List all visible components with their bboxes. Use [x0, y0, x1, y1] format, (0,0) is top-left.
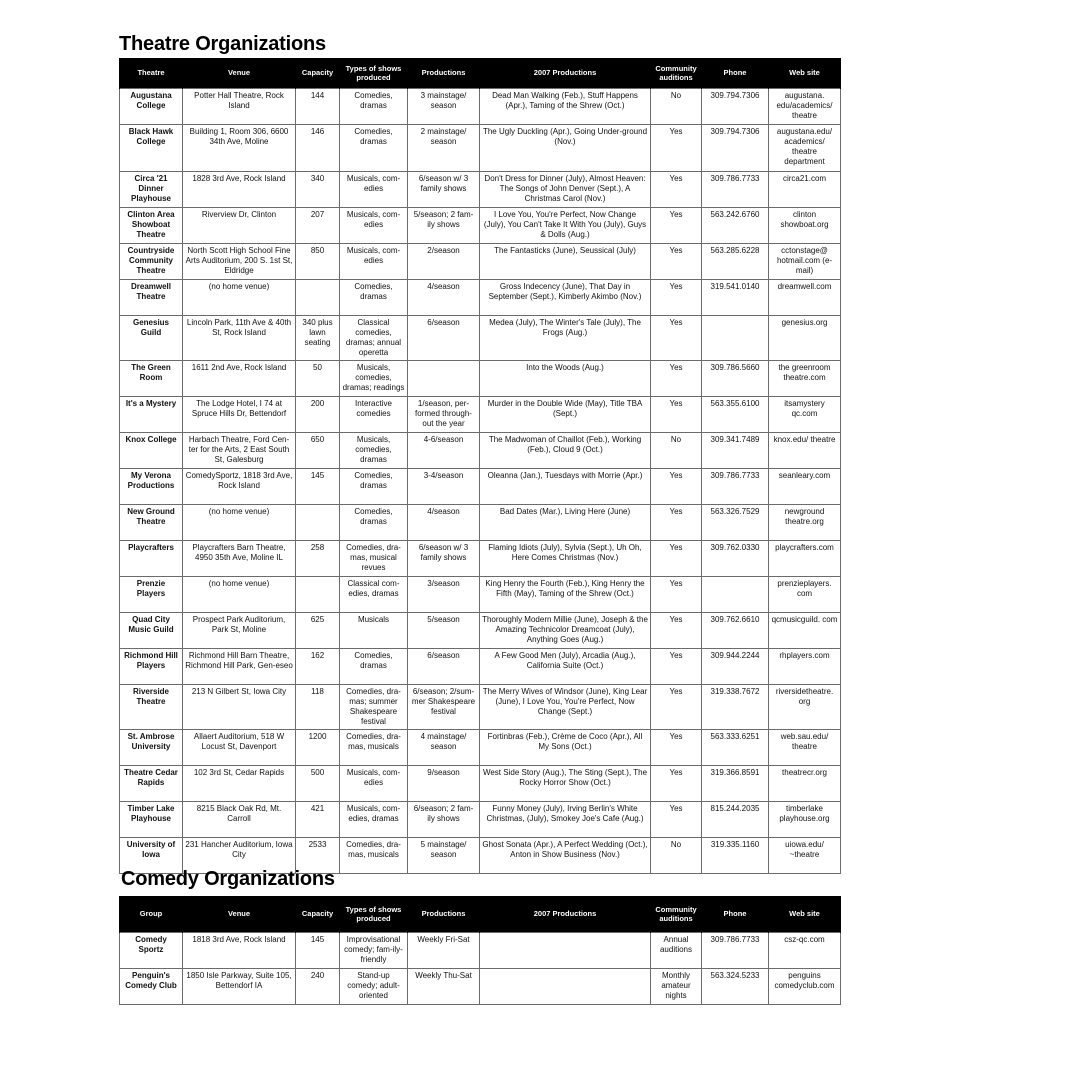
- table-cell: 563.285.6228: [702, 243, 769, 279]
- table-cell: No: [651, 432, 702, 468]
- theatre-column-header: Capacity: [296, 58, 340, 88]
- table-cell: I Love You, You're Perfect, Now Change (July), You Can't Take It With You (July), Guys & Dolls (Aug.): [480, 207, 651, 243]
- table-cell: 162: [296, 648, 340, 684]
- comedy-column-header: Venue: [183, 896, 296, 932]
- table-cell: Yes: [651, 468, 702, 504]
- table-cell: [480, 932, 651, 968]
- table-cell: clinton showboat.org: [769, 207, 841, 243]
- table-row: [120, 801, 841, 837]
- table-row: [120, 124, 841, 171]
- table-cell: Classical comedies, dramas; annual operetta: [340, 315, 408, 360]
- table-cell: Oleanna (Jan.), Tuesdays with Morrie (Apr.): [480, 468, 651, 504]
- table-cell: 6/season w/ 3 family shows: [408, 540, 480, 576]
- table-cell: 6/season: [408, 315, 480, 360]
- table-cell: riversidetheatre. org: [769, 684, 841, 729]
- table-cell: [408, 360, 480, 396]
- table-cell: prenzieplayers. com: [769, 576, 841, 612]
- table-cell: Yes: [651, 207, 702, 243]
- table-cell: playcrafters.com: [769, 540, 841, 576]
- table-cell: Comedies, dramas: [340, 124, 408, 171]
- table-cell: 500: [296, 765, 340, 801]
- table-cell: Lincoln Park, 11th Ave & 40th St, Rock Island: [183, 315, 296, 360]
- table-cell: 4/season: [408, 279, 480, 315]
- theatre-column-header: Types of shows produced: [340, 58, 408, 88]
- table-cell: 421: [296, 801, 340, 837]
- table-cell: Augustana College: [120, 88, 183, 124]
- table-cell: Penguin's Comedy Club: [120, 968, 183, 1004]
- table-row: [120, 432, 841, 468]
- table-cell: Yes: [651, 279, 702, 315]
- table-cell: Timber Lake Playhouse: [120, 801, 183, 837]
- table-cell: 563.326.7529: [702, 504, 769, 540]
- table-cell: The Green Room: [120, 360, 183, 396]
- table-cell: 258: [296, 540, 340, 576]
- table-cell: 146: [296, 124, 340, 171]
- table-cell: Yes: [651, 396, 702, 432]
- table-cell: rhplayers.com: [769, 648, 841, 684]
- table-cell: 340 plus lawn seating: [296, 315, 340, 360]
- table-cell: augustana. edu/academics/ theatre: [769, 88, 841, 124]
- comedy-table: [119, 896, 841, 1005]
- table-cell: Countryside Community Theatre: [120, 243, 183, 279]
- table-cell: 3 mainstage/ season: [408, 88, 480, 124]
- table-cell: Fortinbras (Feb.), Crème de Coco (Apr.), All My Sons (Oct.): [480, 729, 651, 765]
- theatre-column-header: Productions: [408, 58, 480, 88]
- table-cell: 319.335.1160: [702, 837, 769, 873]
- theatre-section-title: Theatre Organizations: [119, 33, 326, 55]
- table-row: [120, 360, 841, 396]
- table-cell: 4/season: [408, 504, 480, 540]
- table-cell: Comedies, dra-mas, musicals: [340, 837, 408, 873]
- table-cell: Annual auditions: [651, 932, 702, 968]
- table-cell: Weekly Thu-Sat: [408, 968, 480, 1004]
- table-cell: dreamwell.com: [769, 279, 841, 315]
- table-row: [120, 576, 841, 612]
- theatre-column-header: Web site: [769, 58, 841, 88]
- comedy-column-header: Group: [120, 896, 183, 932]
- table-cell: Don't Dress for Dinner (July), Almost Heaven: The Songs of John Denver (Sept.), A Christmas Carol (Nov.): [480, 171, 651, 207]
- table-row: [120, 932, 841, 968]
- theatre-column-header: 2007 Productions: [480, 58, 651, 88]
- table-cell: Genesius Guild: [120, 315, 183, 360]
- table-cell: Musicals, com-edies: [340, 765, 408, 801]
- table-cell: 102 3rd St, Cedar Rapids: [183, 765, 296, 801]
- table-cell: 231 Hancher Auditorium, Iowa City: [183, 837, 296, 873]
- table-cell: Riverview Dr, Clinton: [183, 207, 296, 243]
- table-cell: Clinton Area Showboat Theatre: [120, 207, 183, 243]
- table-cell: newground theatre.org: [769, 504, 841, 540]
- table-cell: St. Ambrose University: [120, 729, 183, 765]
- table-cell: qcmusicguild. com: [769, 612, 841, 648]
- table-cell: 815.244.2035: [702, 801, 769, 837]
- table-cell: Circa '21 Dinner Playhouse: [120, 171, 183, 207]
- comedy-column-header: Capacity: [296, 896, 340, 932]
- table-cell: Yes: [651, 540, 702, 576]
- table-cell: 213 N Gilbert St, Iowa City: [183, 684, 296, 729]
- table-cell: 1/season, per-formed through-out the year: [408, 396, 480, 432]
- table-row: [120, 648, 841, 684]
- table-cell: Yes: [651, 171, 702, 207]
- table-cell: Comedies, dramas: [340, 504, 408, 540]
- table-cell: the greenroom theatre.com: [769, 360, 841, 396]
- table-cell: 4 mainstage/ season: [408, 729, 480, 765]
- table-cell: 5/season: [408, 612, 480, 648]
- table-cell: 319.338.7672: [702, 684, 769, 729]
- theatre-table: [119, 58, 841, 874]
- table-cell: (no home venue): [183, 576, 296, 612]
- table-cell: 319.366.8591: [702, 765, 769, 801]
- table-row: [120, 207, 841, 243]
- table-cell: uiowa.edu/ ~theatre: [769, 837, 841, 873]
- table-cell: Into the Woods (Aug.): [480, 360, 651, 396]
- table-cell: Potter Hall Theatre, Rock Island: [183, 88, 296, 124]
- table-cell: theatrecr.org: [769, 765, 841, 801]
- table-cell: Yes: [651, 504, 702, 540]
- table-cell: timberlake playhouse.org: [769, 801, 841, 837]
- table-cell: Playcrafters Barn Theatre, 4950 35th Ave, Moline IL: [183, 540, 296, 576]
- comedy-column-header: Phone: [702, 896, 769, 932]
- table-cell: 6/season: [408, 648, 480, 684]
- table-cell: The Fantasticks (June), Seussical (July): [480, 243, 651, 279]
- table-cell: Musicals, com-edies: [340, 207, 408, 243]
- table-row: [120, 243, 841, 279]
- table-cell: Yes: [651, 360, 702, 396]
- table-cell: 3-4/season: [408, 468, 480, 504]
- table-cell: itsamystery qc.com: [769, 396, 841, 432]
- table-cell: Thoroughly Modern Millie (June), Joseph & the Amazing Technicolor Dreamcoat (July), Anything Goes (Aug.): [480, 612, 651, 648]
- table-cell: The Merry Wives of Windsor (June), King Lear (June), I Love You, You're Perfect, Now Change (Sept.): [480, 684, 651, 729]
- table-cell: [702, 576, 769, 612]
- table-cell: North Scott High School Fine Arts Auditorium, 200 S. 1st St, Eldridge: [183, 243, 296, 279]
- table-cell: 309.762.0330: [702, 540, 769, 576]
- table-cell: 563.242.6760: [702, 207, 769, 243]
- table-cell: 6/season; 2/sum-mer Shakespeare festival: [408, 684, 480, 729]
- table-cell: Interactive comedies: [340, 396, 408, 432]
- table-cell: 309.341.7489: [702, 432, 769, 468]
- comedy-column-header: Web site: [769, 896, 841, 932]
- theatre-column-header: Venue: [183, 58, 296, 88]
- theatre-column-header: Theatre: [120, 58, 183, 88]
- table-cell: Monthly amateur nights: [651, 968, 702, 1004]
- table-cell: 1200: [296, 729, 340, 765]
- table-row: [120, 540, 841, 576]
- table-cell: The Ugly Duckling (Apr.), Going Under-ground (Nov.): [480, 124, 651, 171]
- table-cell: New Ground Theatre: [120, 504, 183, 540]
- table-cell: 5 mainstage/ season: [408, 837, 480, 873]
- theatre-column-header: Phone: [702, 58, 769, 88]
- table-row: [120, 396, 841, 432]
- table-cell: Gross Indecency (June), That Day in September (Sept.), Kimberly Akimbo (Nov.): [480, 279, 651, 315]
- table-cell: 340: [296, 171, 340, 207]
- table-row: [120, 88, 841, 124]
- table-cell: The Madwoman of Chaillot (Feb.), Working (Feb.), Cloud 9 (Oct.): [480, 432, 651, 468]
- table-cell: 309.794.7306: [702, 88, 769, 124]
- table-cell: The Lodge Hotel, I 74 at Spruce Hills Dr, Bettendorf: [183, 396, 296, 432]
- table-cell: [480, 968, 651, 1004]
- table-cell: Harbach Theatre, Ford Cen-ter for the Arts, 2 East South St, Galesburg: [183, 432, 296, 468]
- table-cell: Comedies, dra-mas, musicals: [340, 729, 408, 765]
- table-cell: Yes: [651, 648, 702, 684]
- table-cell: 200: [296, 396, 340, 432]
- table-cell: 563.333.6251: [702, 729, 769, 765]
- table-cell: (no home venue): [183, 504, 296, 540]
- table-cell: Allaert Auditorium, 518 W Locust St, Davenport: [183, 729, 296, 765]
- table-cell: Dead Man Walking (Feb.), Stuff Happens (Apr.), Taming of the Shrew (Oct.): [480, 88, 651, 124]
- table-cell: 309.794.7306: [702, 124, 769, 171]
- table-cell: Comedies, dramas: [340, 279, 408, 315]
- table-cell: [296, 576, 340, 612]
- table-cell: 6/season w/ 3 family shows: [408, 171, 480, 207]
- theatre-column-header: Community auditions: [651, 58, 702, 88]
- table-cell: Comedies, dramas: [340, 648, 408, 684]
- table-cell: Medea (July), The Winter's Tale (July), The Frogs (Aug.): [480, 315, 651, 360]
- table-cell: Musicals, com-edies, dramas: [340, 801, 408, 837]
- table-cell: [296, 279, 340, 315]
- table-cell: 1818 3rd Ave, Rock Island: [183, 932, 296, 968]
- comedy-column-header: Community auditions: [651, 896, 702, 932]
- table-cell: Comedies, dramas: [340, 88, 408, 124]
- table-cell: 1828 3rd Ave, Rock Island: [183, 171, 296, 207]
- table-cell: Yes: [651, 315, 702, 360]
- table-cell: 2533: [296, 837, 340, 873]
- table-cell: 118: [296, 684, 340, 729]
- table-cell: Ghost Sonata (Apr.), A Perfect Wedding (Oct.), Anton in Show Business (Nov.): [480, 837, 651, 873]
- table-cell: Theatre Cedar Rapids: [120, 765, 183, 801]
- table-cell: A Few Good Men (July), Arcadia (Aug.), California Suite (Oct.): [480, 648, 651, 684]
- table-cell: 309.786.7733: [702, 932, 769, 968]
- table-cell: 563.324.5233: [702, 968, 769, 1004]
- table-cell: 2 mainstage/ season: [408, 124, 480, 171]
- table-cell: Knox College: [120, 432, 183, 468]
- comedy-section-title: Comedy Organizations: [121, 868, 335, 890]
- table-cell: 9/season: [408, 765, 480, 801]
- table-cell: My Verona Productions: [120, 468, 183, 504]
- table-row: [120, 468, 841, 504]
- table-cell: Murder in the Double Wide (May), Title TBA (Sept.): [480, 396, 651, 432]
- table-cell: Classical com-edies, dramas: [340, 576, 408, 612]
- table-cell: 309.786.5660: [702, 360, 769, 396]
- table-cell: Dreamwell Theatre: [120, 279, 183, 315]
- table-cell: 2/season: [408, 243, 480, 279]
- table-cell: West Side Story (Aug.), The Sting (Sept.), The Rocky Horror Show (Oct.): [480, 765, 651, 801]
- table-cell: 6/season; 2 fam-ily shows: [408, 801, 480, 837]
- table-cell: No: [651, 88, 702, 124]
- theatre-table-body: [120, 88, 841, 873]
- comedy-column-header: Types of shows produced: [340, 896, 408, 932]
- table-cell: Funny Money (July), Irving Berlin's White Christmas, (July), Smokey Joe's Cafe (Aug.): [480, 801, 651, 837]
- table-cell: csz-qc.com: [769, 932, 841, 968]
- table-cell: 309.944.2244: [702, 648, 769, 684]
- table-cell: Prospect Park Auditorium, Park St, Moline: [183, 612, 296, 648]
- table-cell: Musicals, com-edies: [340, 171, 408, 207]
- table-cell: web.sau.edu/ theatre: [769, 729, 841, 765]
- table-row: [120, 279, 841, 315]
- table-cell: 207: [296, 207, 340, 243]
- table-cell: University of Iowa: [120, 837, 183, 873]
- table-cell: penguins comedyclub.com: [769, 968, 841, 1004]
- table-cell: Prenzie Players: [120, 576, 183, 612]
- table-cell: Building 1, Room 306, 6600 34th Ave, Moline: [183, 124, 296, 171]
- table-cell: Black Hawk College: [120, 124, 183, 171]
- table-cell: [702, 315, 769, 360]
- comedy-header-row: [120, 896, 841, 932]
- table-cell: 50: [296, 360, 340, 396]
- table-cell: 240: [296, 968, 340, 1004]
- table-row: [120, 315, 841, 360]
- table-cell: Yes: [651, 576, 702, 612]
- table-cell: 309.762.6610: [702, 612, 769, 648]
- table-cell: 145: [296, 468, 340, 504]
- table-cell: augustana.edu/ academics/ theatre department: [769, 124, 841, 171]
- table-cell: [296, 504, 340, 540]
- table-cell: Stand-up comedy; adult-oriented: [340, 968, 408, 1004]
- table-cell: Yes: [651, 729, 702, 765]
- table-cell: Yes: [651, 765, 702, 801]
- comedy-column-header: Productions: [408, 896, 480, 932]
- comedy-table-body: [120, 932, 841, 1004]
- table-cell: 650: [296, 432, 340, 468]
- table-cell: Riverside Theatre: [120, 684, 183, 729]
- table-cell: Musicals, comedies, dramas; readings: [340, 360, 408, 396]
- table-row: [120, 612, 841, 648]
- table-cell: Musicals: [340, 612, 408, 648]
- table-cell: Comedies, dramas: [340, 468, 408, 504]
- table-cell: It's a Mystery: [120, 396, 183, 432]
- table-row: [120, 684, 841, 729]
- table-row: [120, 504, 841, 540]
- table-cell: Improvisational comedy; fam-ily-friendly: [340, 932, 408, 968]
- table-cell: Comedies, dra-mas, musical revues: [340, 540, 408, 576]
- table-cell: Weekly Fri-Sat: [408, 932, 480, 968]
- table-row: [120, 968, 841, 1004]
- table-cell: seanleary.com: [769, 468, 841, 504]
- table-cell: 8215 Black Oak Rd, Mt. Carroll: [183, 801, 296, 837]
- table-cell: ComedySportz, 1818 3rd Ave, Rock Island: [183, 468, 296, 504]
- table-row: [120, 729, 841, 765]
- comedy-column-header: 2007 Productions: [480, 896, 651, 932]
- table-cell: 625: [296, 612, 340, 648]
- table-cell: 850: [296, 243, 340, 279]
- table-cell: 1611 2nd Ave, Rock Island: [183, 360, 296, 396]
- table-cell: genesius.org: [769, 315, 841, 360]
- table-cell: No: [651, 837, 702, 873]
- table-cell: King Henry the Fourth (Feb.), King Henry the Fifth (May), Taming of the Shrew (Oct.): [480, 576, 651, 612]
- table-cell: Richmond Hill Barn Theatre, Richmond Hill Park, Gen-eseo: [183, 648, 296, 684]
- table-cell: 309.786.7733: [702, 468, 769, 504]
- table-cell: Yes: [651, 684, 702, 729]
- table-cell: Bad Dates (Mar.), Living Here (June): [480, 504, 651, 540]
- table-cell: Playcrafters: [120, 540, 183, 576]
- table-cell: 3/season: [408, 576, 480, 612]
- table-cell: 144: [296, 88, 340, 124]
- table-cell: Yes: [651, 243, 702, 279]
- table-cell: Yes: [651, 801, 702, 837]
- table-cell: Quad City Music Guild: [120, 612, 183, 648]
- table-cell: Comedies, dra-mas; summer Shakespeare festival: [340, 684, 408, 729]
- table-cell: Yes: [651, 124, 702, 171]
- table-cell: Comedy Sportz: [120, 932, 183, 968]
- table-cell: knox.edu/ theatre: [769, 432, 841, 468]
- table-cell: Yes: [651, 612, 702, 648]
- table-row: [120, 171, 841, 207]
- table-cell: Musicals, com-edies: [340, 243, 408, 279]
- theatre-header-row: [120, 58, 841, 88]
- table-cell: 309.786.7733: [702, 171, 769, 207]
- table-cell: (no home venue): [183, 279, 296, 315]
- table-cell: circa21.com: [769, 171, 841, 207]
- table-cell: 1850 Isle Parkway, Suite 105, Bettendorf IA: [183, 968, 296, 1004]
- table-cell: cctonstage@ hotmail.com (e-mail): [769, 243, 841, 279]
- table-cell: 5/season; 2 fam-ily shows: [408, 207, 480, 243]
- table-cell: Musicals, comedies, dramas: [340, 432, 408, 468]
- table-cell: 563.355.6100: [702, 396, 769, 432]
- table-cell: 319.541.0140: [702, 279, 769, 315]
- table-cell: Richmond Hill Players: [120, 648, 183, 684]
- table-cell: 145: [296, 932, 340, 968]
- table-cell: 4-6/season: [408, 432, 480, 468]
- table-row: [120, 765, 841, 801]
- table-cell: Flaming Idiots (July), Sylvia (Sept.), Uh Oh, Here Comes Christmas (Nov.): [480, 540, 651, 576]
